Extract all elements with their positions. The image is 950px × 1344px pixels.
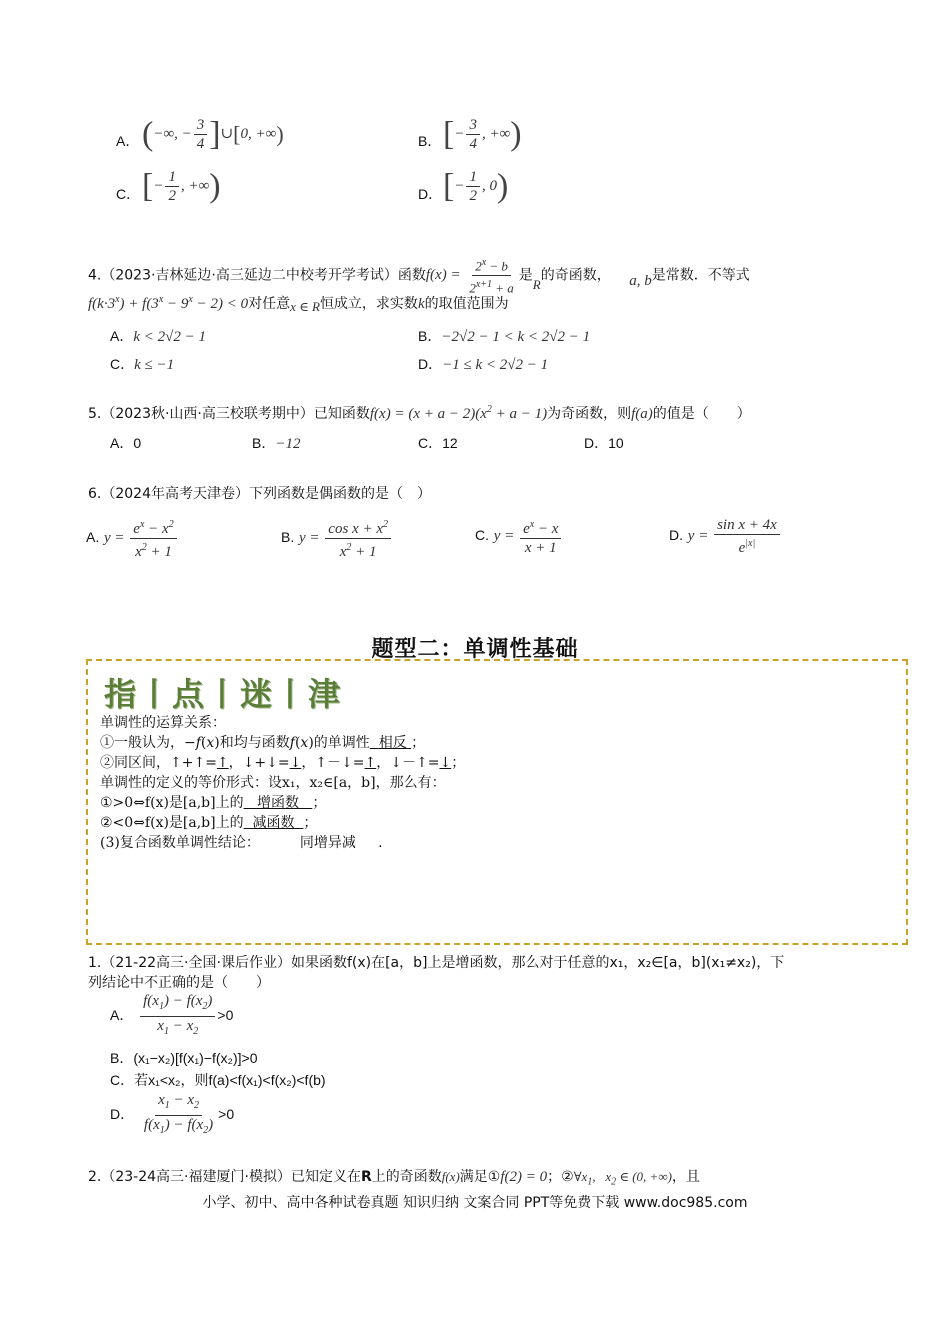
tips-line-2: ①一般认为，−f(x)和均与函数f(x)的单调性 相反 ； [100, 735, 426, 751]
q4-stem-line1 [88, 254, 750, 298]
p1-option-c: C．若x₁<x₂，则f(a)<f(x₁)<f(x₂)<f(b) [110, 1072, 326, 1088]
q6-option-b: B. y = $\frac{\cos x + x^2}{x^2 + 1}$ [281, 516, 393, 561]
tips-line-6: ②<0⇔f(x)是[a,b]上的 减函数 ； [100, 815, 318, 831]
q6-option-a: A. y = $\frac{e^x - x^2}{x^2 + 1}$ [86, 516, 179, 561]
p2-stem: 2.（23-24高三·福建厦门·模拟）已知定义在R上的奇函数f(x)满足①f(2) = 0；$②\forall x_1$, $x_2$ ∈ (0, +∞)，且 [88, 1169, 700, 1188]
q5-stem [88, 403, 751, 423]
q4-option-c: C．k ≤ −1 [110, 356, 175, 373]
tips-line-3: ②同区间，↑+↑=↑，↓+↓=↓，↑－↓=↑，↓－↑=↓； [100, 755, 466, 771]
q3-option-d-label: D． [418, 186, 443, 202]
q4-option-d: D．−1 ≤ k < 2√2 − 1 [418, 356, 549, 373]
q4-domain-R: R [532, 277, 541, 293]
tips-answer-composite: 同增异减 [299, 835, 356, 851]
tips-answer-decreasing: 减函数 [252, 815, 295, 831]
tips-answer-opposite: 相反 [378, 735, 407, 751]
q4-stem-part2: 是 [518, 267, 533, 284]
q4-option-a: A．k < 2√2 − 1 [110, 328, 206, 345]
q4-stem-part5: 对任意 [248, 296, 291, 312]
q3-option-c-label: C． [116, 186, 141, 202]
page-footer: 小学、初中、高中各种试卷真题 知识归纳 文案合同 PPT等免费下载 www.doc985.com [202, 1195, 748, 1211]
q5-f-of-a: f(a) [631, 406, 653, 422]
q5-option-a: A．0 [110, 435, 142, 451]
q3-option-d-math: [− $\frac{1}{2}$ , 0) [443, 167, 509, 205]
p1-option-b: B．(x₁−x₂)[f(x₁)−f(x₂)]>0 [110, 1050, 258, 1066]
tips-banner: 指丨点丨迷丨津 [104, 675, 343, 713]
q6-option-c: C. y = $\frac{e^x - x}{x + 1}$ [475, 516, 563, 557]
q5-option-b: B．−12 [252, 435, 301, 452]
p1-stem-line1: 1.（21-22高三·全国·课后作业）如果函数f(x)在[a，b]上是增函数，那么对于任意的x₁，x₂∈[a，b](x₁≠x₂)，下 [88, 955, 785, 971]
q3-option-a-label: A． [116, 133, 140, 149]
q5-stem-part1: 5.（2023秋·山西·高三校联考期中）已知函数 [88, 406, 370, 422]
tips-line-4: 单调性的定义的等价形式：设x₁，x₂∈[a，b]，那么有： [100, 775, 446, 791]
p1-stem-line2: 列结论中不正确的是（ ） [88, 975, 270, 991]
q3-option-a-math: (−∞, − $\frac{3}{4}$ ]∪[0, +∞) [142, 115, 284, 153]
q3-option-b-math: [− $\frac{3}{4}$ , +∞) [443, 115, 522, 153]
tips-line-7: (3)复合函数单调性结论： 同增异减 . [100, 835, 383, 851]
q5-function-def: $f(x) = (x + a - 2)(x^2 + a - 1)$ [369, 404, 548, 422]
q3-option-c-math: [− $\frac{1}{2}$ , +∞) [142, 167, 221, 205]
p1-option-a: A． $\frac{f(x_1) - f(x_2)}{x_1 - x_2}$ >0 [110, 993, 234, 1037]
q4-function-def: f(x) = $\frac{2^x - b}{2^{x+1} + a}$ [426, 267, 519, 283]
p1-option-d: D． $\frac{x_1 - x_2}{f(x_1) - f(x_2)}$ >0 [110, 1092, 235, 1136]
q4-option-b: B．−2√2 − 1 < k < 2√2 − 1 [418, 328, 591, 345]
q5-stem-part2: 为奇函数，则 [547, 406, 632, 422]
q4-stem-part6: 恒成立，求实数 [319, 296, 418, 312]
q4-stem-part1: 4.（2023·吉林延边·高三延边二中校考开学考试）函数 [88, 267, 426, 284]
q4-k: k [417, 296, 425, 312]
q4-stem-part4: 是常数．不等式 [651, 267, 750, 284]
q6-stem: 6.（2024年高考天津卷）下列函数是偶函数的是（ ） [88, 486, 431, 502]
tips-answer-increasing: 增函数 [256, 795, 299, 811]
q4-x-in-R: x ∈ R [290, 299, 320, 314]
q4-constants-ab: a, b [629, 273, 652, 290]
section-title: 题型二：单调性基础 [371, 637, 579, 662]
q5-option-d: D．10 [584, 435, 624, 451]
q3-option-b-label: B． [418, 133, 442, 149]
q4-stem-line2 [88, 293, 509, 313]
q4-stem-part7: 的取值范围为 [424, 296, 509, 312]
q5-stem-part3: 的值是（ ） [652, 406, 751, 422]
tips-line-1: 单调性的运算关系： [100, 715, 226, 731]
q5-option-c: C．12 [418, 435, 458, 451]
q4-stem-part3: 的奇函数， [540, 267, 611, 284]
q4-inequality: $f(k\cdot 3^x) + f(3^x - 9^x - 2) < 0$ [88, 294, 249, 312]
q6-option-d: D. y = $\frac{\text{sin x + 4x}}{e^{|x|}}$ [669, 516, 782, 557]
tips-line-5: ①>0⇔f(x)是[a,b]上的 增函数 ； [100, 795, 327, 811]
